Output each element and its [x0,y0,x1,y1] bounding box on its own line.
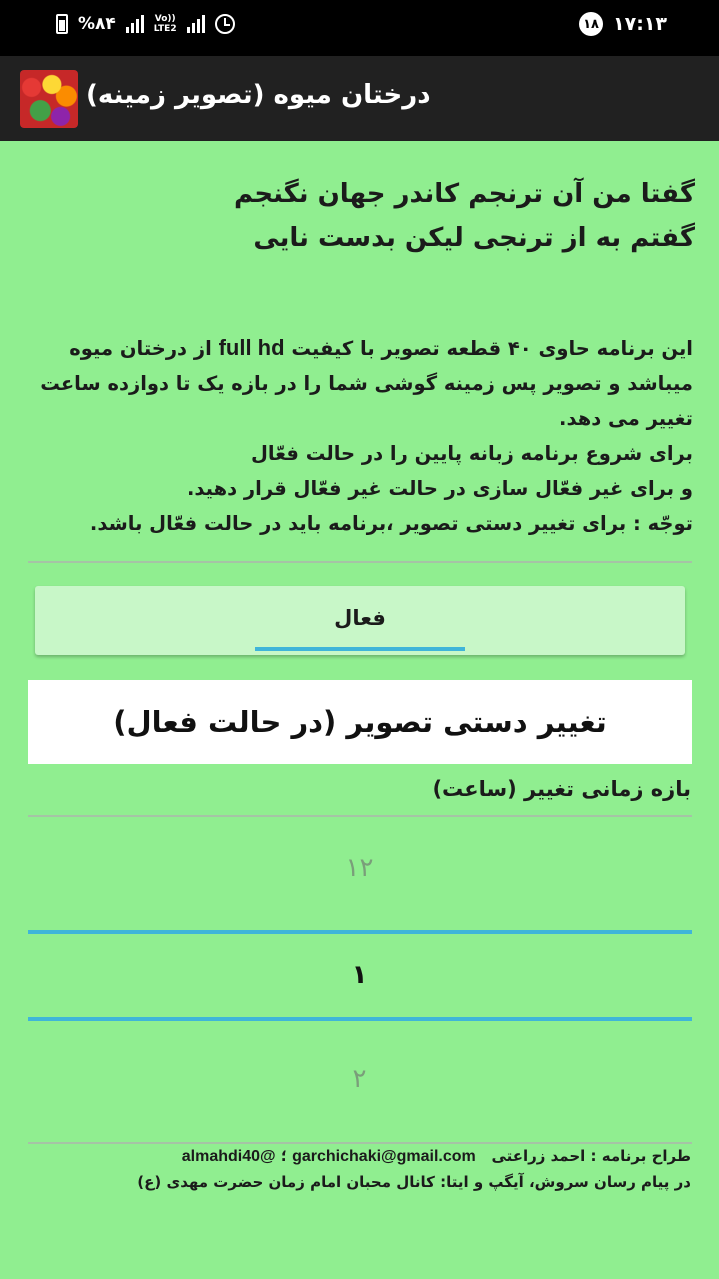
battery-level: %۸۴ [78,14,116,34]
poem-line-2: گفتم به از ترنجی لیکن بدست نایی [253,223,695,253]
interval-label: بازه زمانی تغییر (ساعت) [432,777,691,801]
designer-credit: طراح برنامه : احمد زراعتی [491,1147,691,1165]
picker-next-value[interactable]: ۲ [352,1064,367,1094]
poem-line-1: گفتا من آن ترنجم کاندر جهان نگنجم [233,179,695,209]
activate-toggle-button[interactable] [35,586,685,655]
description-paragraph-1: این برنامه حاوی ۴۰ قطعه تصویر با کیفیت full hd از درختان میوه میباشد و تصویر پس زمینه گوشی شما را در بازه یک تا دوازده ساعت تغییر می دهد. [40,335,693,430]
status-bar [0,0,719,56]
clock: ۱۷:۱۳ [613,13,667,35]
toggle-label: فعال [334,606,386,630]
app-bar [0,56,719,141]
poem [35,172,695,260]
contact-handle[interactable]: @almahdi40 [181,1148,276,1165]
description-line-3: و برای غیر فعّال سازی در حالت غیر فعّال قرار دهید. [186,477,693,500]
divider-top [28,561,692,563]
app-title: درختان میوه (تصویر زمینه) [86,80,431,110]
picker-prev-value[interactable]: ۱۲ [345,853,374,883]
status-left-group [56,14,235,34]
manual-change-button[interactable]: تغییر دستی تصویر (در حالت فعال) [28,680,692,764]
alarm-icon [215,14,235,34]
footer-separator: ؛ [280,1147,287,1165]
divider-footer [28,1142,692,1144]
contact-email[interactable]: garchichaki@gmail.com [292,1148,476,1165]
divider-picker-top [28,815,692,817]
battery-icon [56,14,68,34]
signal-icon-2 [187,15,205,33]
picker-selection-line-bottom [28,1017,692,1021]
toggle-on-indicator [255,647,465,651]
footer-credits [27,1147,691,1166]
network-type: Vo)) LTE2 [153,14,177,34]
description [27,330,693,541]
status-right-group [579,12,667,36]
description-line-4: توجّه : برای تغییر دستی تصویر ،برنامه باید در حالت فعّال باشد. [89,512,693,535]
notification-count-badge: ۱۸ [579,12,603,36]
picker-selected-value[interactable]: ۱ [351,960,368,990]
full-hd-label: full hd [218,335,285,360]
signal-icon [126,15,144,33]
picker-selection-line-top [28,930,692,934]
footer-channel: در پیام رسان سروش، آیگپ و ایتا: کانال محبان امام زمان حضرت مهدی (ع) [137,1173,691,1191]
fruit-app-icon [20,70,78,128]
description-line-2: برای شروع برنامه زبانه پایین را در حالت فعّال [250,442,693,465]
